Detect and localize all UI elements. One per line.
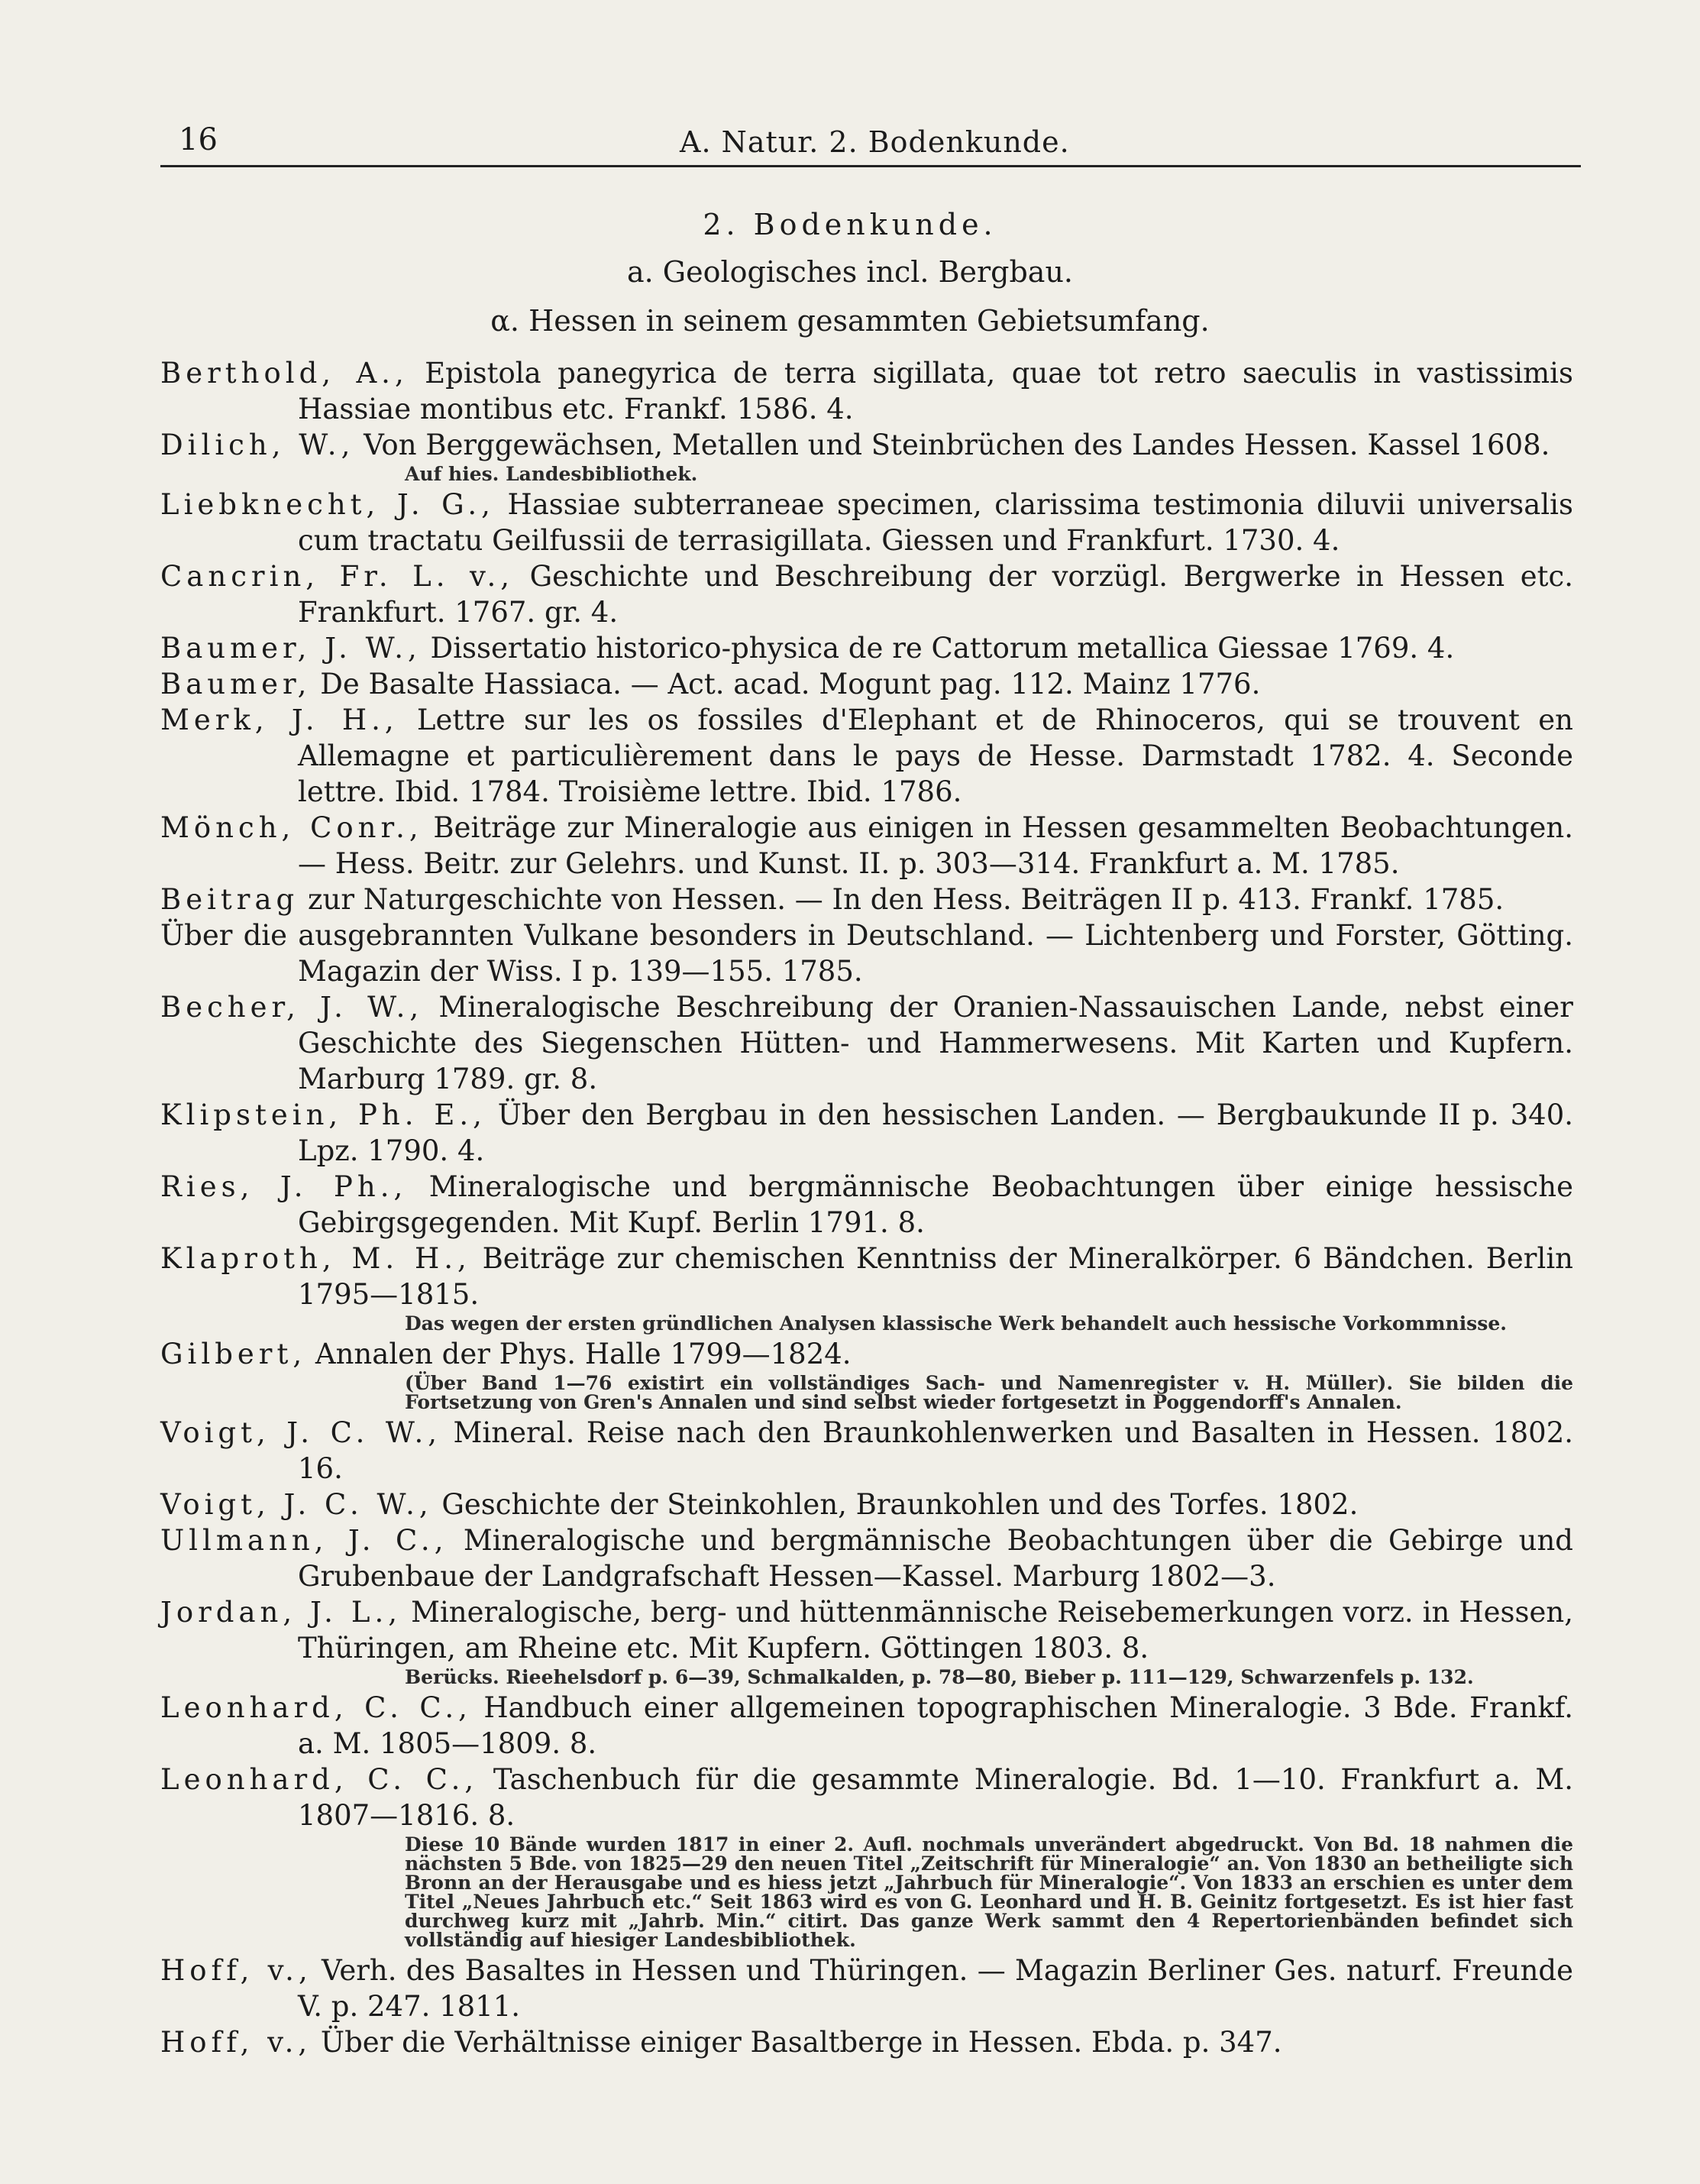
entry-author: Leonhard, C. C.,	[160, 1763, 479, 1796]
entry-text: Über den Bergbau in den hessischen Landen. — Bergbaukunde II p. 340. Lpz. 1790. 4.	[298, 1098, 1573, 1167]
entry-text: Hassiae subterraneae specimen, clarissima testimonia diluvii universalis cum tractatu Geilfussii de terrasigillata. Giessen und Frankfurt. 1730. 4.	[298, 488, 1573, 557]
entry-text: Von Berggewächsen, Metallen und Steinbrüchen des Landes Hessen. Kassel 1608.	[354, 429, 1550, 461]
entry-author: Gilbert,	[160, 1338, 307, 1370]
bibliography-list	[160, 355, 1573, 2060]
bib-entry-baumer-1	[160, 630, 1573, 666]
entry-text: Mineral. Reise nach den Braunkohlenwerken und Basalten in Hessen. 1802. 16.	[298, 1416, 1574, 1485]
running-title: A. Natur. 2. Bodenkunde.	[680, 125, 1070, 159]
entry-text: Epistola panegyrica de terra sigillata, quae tot retro saeculis in vastissimis Hassiae montibus etc. Frankf. 1586. 4.	[298, 357, 1573, 425]
entry-text: Handbuch einer allgemeinen topographischen Mineralogie. 3 Bde. Frankf. a. M. 1805—1809. 8.	[298, 1691, 1573, 1760]
bib-entry-leonhard-2	[160, 1762, 1573, 1833]
entry-text: Mineralogische und bergmännische Beobachtungen über die Gebirge und Grubenbaue der Landgrafschaft Hessen—Kassel. Marburg 1802—3.	[298, 1524, 1573, 1593]
bib-entry-merk	[160, 702, 1573, 810]
entry-text: Beiträge zur chemischen Kenntniss der Mineralkörper. 6 Bändchen. Berlin 1795—1815.	[298, 1242, 1573, 1311]
entry-author: Jordan, J. L.,	[160, 1596, 402, 1629]
entry-author: Liebknecht, J. G.,	[160, 488, 495, 521]
bib-entry-moench	[160, 810, 1573, 882]
entry-text: Über die ausgebrannten Vulkane besonders in Deutschland. — Lichtenberg und Forster, Götting. Magazin der Wiss. I p. 139—155. 1785.	[160, 919, 1573, 988]
entry-note: Diese 10 Bände wurden 1817 in einer 2. Aufl. nochmals unverändert abgedruckt. Von Bd. 18 nahmen die nächsten 5 Bde. von 1825—29 den neuen Titel „Zeitschrift für Mineralogie“ an. Von 1830 an betheiligte sich Bronn an der Herausgabe und es hiess jetzt „Jahrbuch für Mineralogie“. Von 1833 an erschien es unter dem Titel „Neues Jahrbuch etc.“ Seit 1863 wird es von G. Leonhard und H. B. Geinitz fortgesetzt. Es ist hier fast durchweg kurz mit „Jahrb. Min.“ citirt. Das ganze Werk sammt den 4 Repertorienbänden befindet sich vollständig auf hiesiger Landesbibliothek.	[405, 1833, 1573, 1951]
entry-author: Klipstein, Ph. E.,	[160, 1098, 486, 1131]
bib-entry-klaproth	[160, 1241, 1573, 1312]
bib-entry-ries	[160, 1169, 1573, 1241]
entry-text: Geschichte und Beschreibung der vorzügl. Bergwerke in Hessen etc. Frankfurt. 1767. gr. 4.	[298, 560, 1573, 629]
bib-entry-hoff-1	[160, 1953, 1573, 2024]
header-rule	[160, 165, 1581, 167]
bib-entry-jordan	[160, 1594, 1573, 1666]
entry-text: Über die Verhältnisse einiger Basaltberge in Hessen. Ebda. p. 347.	[312, 2026, 1282, 2059]
entry-author: Becher, J. W.,	[160, 991, 424, 1024]
entry-note: Auf hies. Landesbibliothek.	[405, 463, 698, 485]
section-title: 2. Bodenkunde.	[703, 208, 997, 241]
bib-entry-hoff-2	[160, 2024, 1573, 2060]
section-subsubtitle: α. Hessen in seinem gesammten Gebietsumfang.	[490, 304, 1210, 338]
entry-author: Baumer,	[160, 668, 312, 700]
bib-entry-cancrin	[160, 558, 1573, 630]
entry-author: Voigt, J. C. W.,	[160, 1416, 441, 1449]
entry-note: Das wegen der ersten gründlichen Analysen klassische Werk behandelt auch hessische Vorkommnisse.	[405, 1312, 1507, 1335]
entry-author: Leonhard, C. C.,	[160, 1691, 472, 1724]
entry-text: Beiträge zur Mineralogie aus einigen in Hessen gesammelten Beobachtungen. — Hess. Beitr. zur Gelehrs. und Kunst. II. p. 303—314. Frankfurt a. M. 1785.	[298, 811, 1573, 880]
entry-note: Berücks. Rieehelsdorf p. 6—39, Schmalkalden, p. 78—80, Bieber p. 111—129, Schwarzenfels p. 132.	[405, 1666, 1474, 1688]
entry-author: Beitrag	[160, 883, 299, 916]
bib-entry-voigt-1	[160, 1415, 1573, 1487]
bib-entry-gilbert	[160, 1336, 1573, 1372]
entry-author: Mönch, Conr.,	[160, 811, 423, 844]
entry-author: Cancrin, Fr. L. v.,	[160, 560, 515, 593]
bib-entry-ullmann	[160, 1522, 1573, 1594]
entry-author: Hoff, v.,	[160, 2026, 312, 2059]
entry-author: Dilich, W.,	[160, 429, 355, 461]
bib-entry-klipstein	[160, 1097, 1573, 1169]
bib-entry-berthold	[160, 355, 1573, 427]
entry-author: Hoff, v.,	[160, 1954, 312, 1987]
entry-text: Mineralogische Beschreibung der Oranien-Nassauischen Lande, nebst einer Geschichte des Siegenschen Hütten- und Hammerwesens. Mit Karten und Kupfern. Marburg 1789. gr. 8.	[298, 991, 1573, 1095]
bib-entry-vulkane	[160, 917, 1573, 989]
entry-text: De Basalte Hassiaca. — Act. acad. Mogunt pag. 112. Mainz 1776.	[311, 668, 1261, 700]
entry-text: Verh. des Basaltes in Hessen und Thüringen. — Magazin Berliner Ges. naturf. Freunde V. p. 247. 1811.	[298, 1954, 1573, 2023]
entry-author: Voigt, J. C. W.,	[160, 1488, 433, 1521]
bib-entry-baumer-2	[160, 666, 1573, 702]
entry-text: Lettre sur les os fossiles d'Elephant et de Rhinoceros, qui se trouvent en Allemagne et particulièrement dans le pays de Hesse. Darmstadt 1782. 4. Seconde lettre. Ibid. 1784. Troisième lettre. Ibid. 1786.	[298, 704, 1573, 808]
entry-author: Baumer, J. W.,	[160, 632, 422, 665]
bib-entry-dilich	[160, 427, 1573, 463]
bib-entry-liebknecht	[160, 487, 1573, 558]
entry-author: Merk, J. H.,	[160, 704, 399, 736]
entry-text: zur Naturgeschichte von Hessen. — In den Hess. Beiträgen II p. 413. Frankf. 1785.	[299, 883, 1504, 916]
section-subtitle: a. Geologisches incl. Bergbau.	[626, 255, 1074, 289]
entry-text: Dissertatio historico-physica de re Cattorum metallica Giessae 1769. 4.	[421, 632, 1455, 665]
bib-entry-leonhard-1	[160, 1690, 1573, 1762]
page-header	[160, 122, 1581, 168]
entry-author: Klaproth, M. H.,	[160, 1242, 471, 1275]
entry-author: Ries, J. Ph.,	[160, 1170, 408, 1203]
entry-author: Ullmann, J. C.,	[160, 1524, 448, 1557]
entry-text: Mineralogische, berg- und hüttenmännische Reisebemerkungen vorz. in Hessen, Thüringen, am Rheine etc. Mit Kupfern. Göttingen 1803. 8.	[298, 1596, 1573, 1665]
entry-text: Annalen der Phys. Halle 1799—1824.	[306, 1338, 852, 1370]
bib-entry-becher	[160, 989, 1573, 1097]
bib-entry-voigt-2	[160, 1487, 1573, 1522]
bib-entry-beitrag	[160, 882, 1573, 917]
entry-text: Mineralogische und bergmännische Beobachtungen über einige hessische Gebirgsgegenden. Mit Kupf. Berlin 1791. 8.	[298, 1170, 1573, 1239]
entry-text: Taschenbuch für die gesammte Mineralogie. Bd. 1—10. Frankfurt a. M. 1807—1816. 8.	[298, 1763, 1573, 1832]
entry-text: Geschichte der Steinkohlen, Braunkohlen und des Torfes. 1802.	[432, 1488, 1359, 1521]
page-number: 16	[179, 122, 218, 157]
entry-note: (Über Band 1—76 existirt ein vollständiges Sach- und Namenregister v. H. Müller). Sie bilden die Fortsetzung von Gren's Annalen und sind selbst wieder fortgesetzt in Poggendorff's Annalen.	[405, 1372, 1573, 1413]
entry-author: Berthold, A.,	[160, 357, 409, 390]
